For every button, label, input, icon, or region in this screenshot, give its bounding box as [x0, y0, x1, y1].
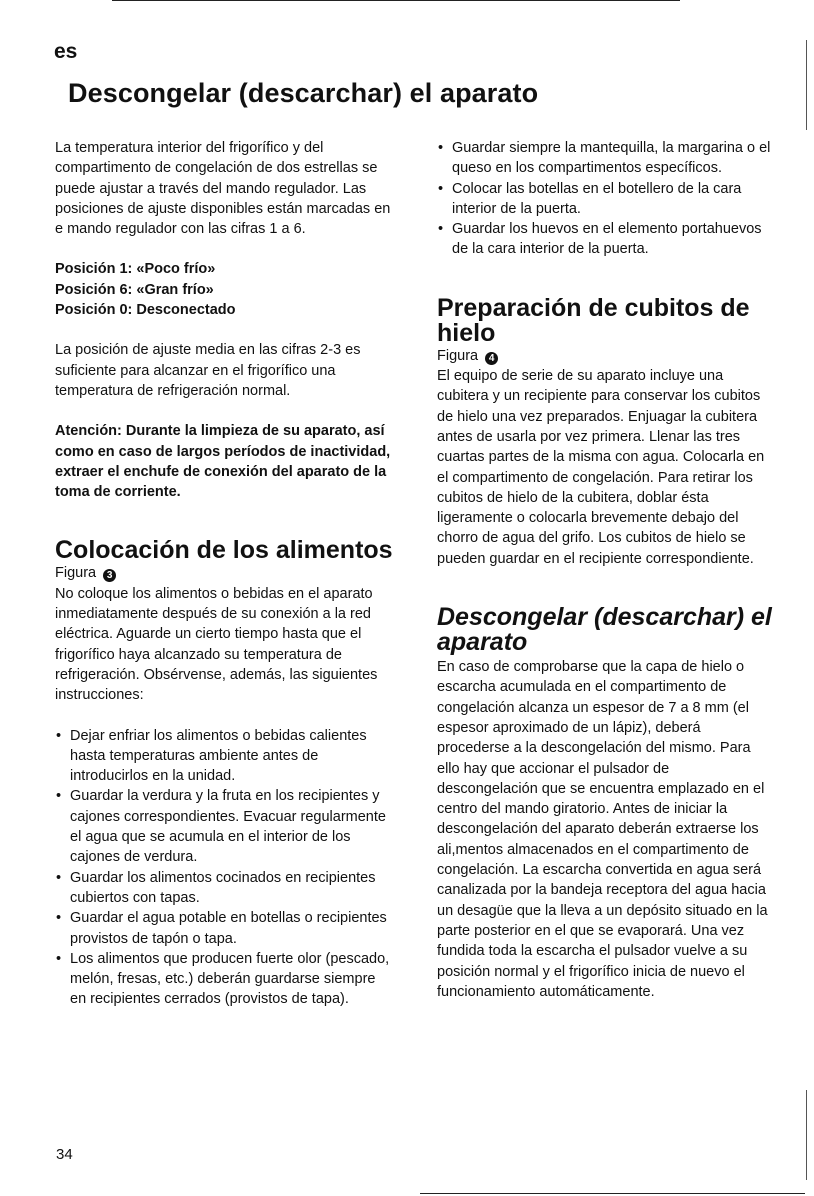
- position-0: Posición 0: Desconectado: [55, 302, 236, 319]
- bottom-rule: [420, 1193, 805, 1194]
- ice-section-title: Preparación de cubitos de hielo: [437, 293, 750, 347]
- page-title: Descongelar (descarchar) el aparato: [68, 78, 539, 108]
- list-item: • Guardar los alimentos cocinados en recipientes cubiertos con tapas.: [55, 868, 395, 909]
- placement-figure-ref: [55, 563, 395, 583]
- ice-figure-ref: [437, 346, 773, 366]
- defrost-paragraph: En caso de comprobarse que la capa de hielo o escarcha acumulada en el compartimento de congelación alcanza un espesor de 7 a 8 mm (el espesor aproximado de un lápiz), deberá procederse a la descongelación del mismo. Para ello hay que accionar el pulsador de descongelación que se encuentra emplazado en el centro del mando giratorio. Antes de iniciar la descongelación del aparato deberán extraerse los ali,mentos almacenados en el compartimento de congelación. La escarcha convertida en agua será canalizada por la bandeja receptora del agua hacia un desagüe que la lleva a un depósito situado en la parte posterior en el que se evaporará. Una vez fundida toda la escarcha el pulsador vuelve a su posición normal y el frigorífico inicia de nuevo el funcionamiento automáticamente.: [437, 659, 768, 1000]
- position-6: Posición 6: «Gran frío»: [55, 281, 214, 298]
- storage-bullet-list: [437, 138, 773, 260]
- right-edge-mark: [806, 40, 807, 130]
- list-item: • Guardar el agua potable en botellas o recipientes provistos de tapón o tapa.: [55, 908, 395, 949]
- list-item: • Guardar los huevos en el elemento portahuevos de la cara interior de la puerta.: [437, 219, 773, 260]
- language-code: es: [54, 40, 78, 63]
- list-item: • Guardar siempre la mantequilla, la margarina o el queso en los compartimentos específicos.: [437, 138, 773, 179]
- ice-paragraph: El equipo de serie de su aparato incluye una cubitera y un recipiente para conservar los cubitos de hielo una vez preparados. Enjuagar la cubitera antes de usarla por vez primera. Llenar las tres cuartas partes de la misma con agua. Colocarla en el compartimento de congelación. Para retirar los cubitos de hielo de la cubitera, doblar ésta ligeramente o colocarla brevemente debajo del chorro de agua del grifo. Los cubitos de hielo se pueden guardar en el recipiente correspondiente.: [437, 368, 765, 567]
- figure-label: Figura: [437, 347, 479, 364]
- positions-list: [55, 259, 395, 320]
- intro-paragraph: La temperatura interior del frigorífico y del compartimento de congelación de dos estrellas se puede ajustar a través del mando regulador. Las posiciones de ajuste disponibles están marcadas en e mando regulador con las cifras 1 a 6.: [55, 140, 391, 238]
- medium-setting-paragraph: La posición de ajuste media en las cifras 2-3 es suficiente para alcanzar en el frigorífico una temperatura de refrigeración normal.: [55, 342, 361, 399]
- right-column: [437, 138, 773, 1002]
- defrost-section-title: Descongelar (descarchar) el aparato: [437, 603, 772, 657]
- placement-bullet-list: [55, 726, 395, 1010]
- placement-section-title: Colocación de los alimentos: [55, 536, 393, 565]
- left-column: [55, 138, 395, 1010]
- list-item: • Dejar enfriar los alimentos o bebidas calientes hasta temperaturas ambiente antes de introducirlos en la unidad.: [55, 726, 395, 787]
- list-item: • Los alimentos que producen fuerte olor (pescado, melón, fresas, etc.) deberán guardarse siempre en recipientes cerrados (provistos de tapa).: [55, 949, 395, 1010]
- right-edge-mark: [806, 1090, 807, 1180]
- placement-paragraph: No coloque los alimentos o bebidas en el aparato inmediatamente después de su conexión a la red eléctrica. Aguarde un cierto tiempo hasta que el frigorífico haya alcanzado su temperatura de refrigeración. Obsérvense, además, las siguientes instrucciones:: [55, 585, 378, 704]
- list-item: • Colocar las botellas en el botellero de la cara interior de la puerta.: [437, 179, 773, 220]
- list-item: • Guardar la verdura y la fruta en los recipientes y cajones correspondientes. Evacuar regularmente el agua que se acumula en el interior de los cajones de verdura.: [55, 786, 395, 867]
- figure-label: Figura: [55, 565, 97, 582]
- figure-number-badge: 4: [485, 352, 498, 365]
- position-1: Posición 1: «Poco frío»: [55, 261, 216, 278]
- page-number: 34: [56, 1146, 73, 1163]
- figure-number-badge: 3: [103, 569, 116, 582]
- warning-paragraph: Atención: Durante la limpieza de su aparato, así como en caso de largos períodos de inactividad, extraer el enchufe de conexión del aparato de la toma de corriente.: [55, 423, 391, 501]
- top-rule: [112, 0, 680, 1]
